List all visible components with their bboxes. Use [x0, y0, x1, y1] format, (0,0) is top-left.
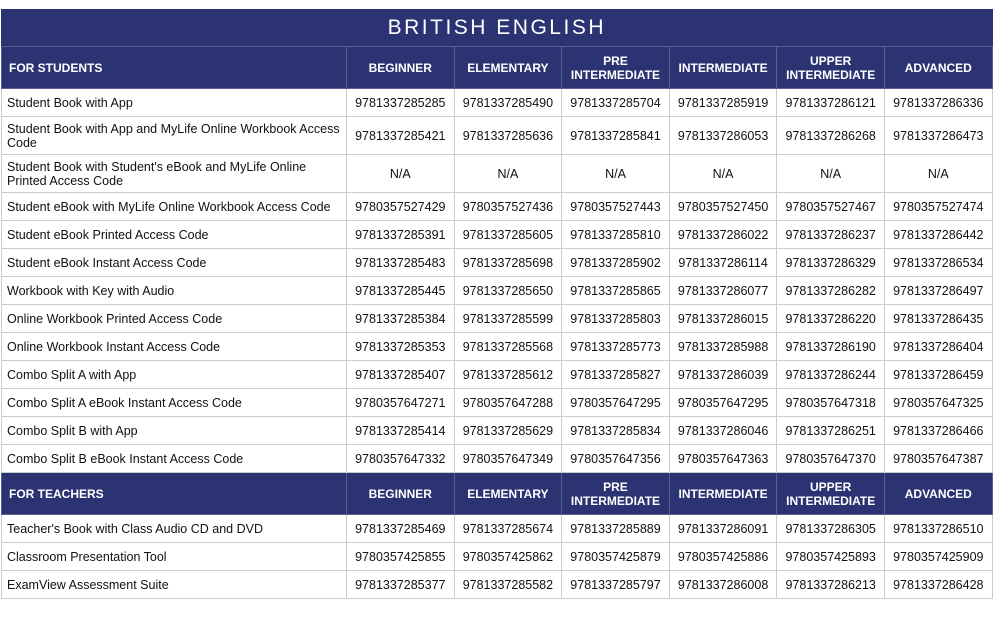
table-row	[2, 361, 993, 389]
product-name: Workbook with Key with Audio	[2, 277, 347, 305]
teachers-header-row	[2, 473, 993, 515]
isbn-cell: 9780357647363	[669, 445, 777, 473]
isbn-cell: 9780357527467	[777, 193, 885, 221]
isbn-cell: 9780357425879	[562, 543, 670, 571]
isbn-cell: N/A	[454, 155, 562, 193]
isbn-cell: 9780357425855	[347, 543, 455, 571]
product-name: Student eBook Instant Access Code	[2, 249, 347, 277]
table-row	[2, 221, 993, 249]
isbn-cell: 9781337285797	[562, 571, 670, 599]
isbn-cell: 9781337285605	[454, 221, 562, 249]
isbn-cell: 9781337285827	[562, 361, 670, 389]
isbn-cell: 9781337286336	[884, 89, 992, 117]
table-row	[2, 89, 993, 117]
isbn-cell: 9781337286329	[777, 249, 885, 277]
isbn-cell: 9781337285704	[562, 89, 670, 117]
isbn-cell: 9781337286053	[669, 117, 777, 155]
isbn-table	[1, 9, 993, 599]
isbn-cell: 9781337285391	[347, 221, 455, 249]
isbn-cell: 9780357527429	[347, 193, 455, 221]
isbn-cell: 9781337286114	[669, 249, 777, 277]
isbn-cell: 9781337286510	[884, 515, 992, 543]
isbn-table-container	[1, 9, 992, 599]
level-header: PRE INTERMEDIATE	[562, 473, 670, 515]
teachers-section-heading: FOR TEACHERS	[2, 473, 347, 515]
isbn-cell: 9781337285629	[454, 417, 562, 445]
level-header: UPPER INTERMEDIATE	[777, 47, 885, 89]
isbn-cell: 9781337285285	[347, 89, 455, 117]
table-row	[2, 155, 993, 193]
isbn-cell: 9781337286091	[669, 515, 777, 543]
table-title: BRITISH ENGLISH	[2, 10, 993, 47]
isbn-cell: 9781337286046	[669, 417, 777, 445]
isbn-cell: 9781337286251	[777, 417, 885, 445]
isbn-cell: 9781337286022	[669, 221, 777, 249]
product-name: Teacher's Book with Class Audio CD and DVD	[2, 515, 347, 543]
isbn-cell: 9780357425909	[884, 543, 992, 571]
isbn-cell: N/A	[562, 155, 670, 193]
isbn-cell: 9781337285568	[454, 333, 562, 361]
isbn-cell: 9781337286268	[777, 117, 885, 155]
product-name: Combo Split B with App	[2, 417, 347, 445]
isbn-cell: 9781337286039	[669, 361, 777, 389]
table-row	[2, 571, 993, 599]
table-row	[2, 333, 993, 361]
isbn-cell: 9781337285445	[347, 277, 455, 305]
level-header: PRE INTERMEDIATE	[562, 47, 670, 89]
isbn-cell: 9781337285414	[347, 417, 455, 445]
isbn-cell: 9781337285919	[669, 89, 777, 117]
table-row	[2, 417, 993, 445]
isbn-cell: 9780357647271	[347, 389, 455, 417]
isbn-cell: 9781337286237	[777, 221, 885, 249]
isbn-cell: 9781337285384	[347, 305, 455, 333]
product-name: Combo Split A eBook Instant Access Code	[2, 389, 347, 417]
product-name: ExamView Assessment Suite	[2, 571, 347, 599]
isbn-cell: 9780357647332	[347, 445, 455, 473]
product-name: Online Workbook Printed Access Code	[2, 305, 347, 333]
isbn-cell: 9781337286213	[777, 571, 885, 599]
table-row	[2, 249, 993, 277]
table-title-row	[2, 10, 993, 47]
isbn-cell: 9781337285674	[454, 515, 562, 543]
isbn-cell: N/A	[777, 155, 885, 193]
level-header: BEGINNER	[347, 47, 455, 89]
isbn-cell: 9781337286077	[669, 277, 777, 305]
isbn-cell: 9780357647356	[562, 445, 670, 473]
isbn-cell: 9781337285803	[562, 305, 670, 333]
isbn-cell: 9781337285841	[562, 117, 670, 155]
isbn-cell: 9781337285698	[454, 249, 562, 277]
isbn-cell: 9781337286244	[777, 361, 885, 389]
level-header: ADVANCED	[884, 473, 992, 515]
isbn-cell: 9781337285407	[347, 361, 455, 389]
table-row	[2, 543, 993, 571]
isbn-cell: 9780357425886	[669, 543, 777, 571]
table-row	[2, 117, 993, 155]
isbn-cell: 9781337285889	[562, 515, 670, 543]
isbn-cell: 9780357647288	[454, 389, 562, 417]
level-header: UPPER INTERMEDIATE	[777, 473, 885, 515]
isbn-cell: 9781337285469	[347, 515, 455, 543]
table-row	[2, 445, 993, 473]
isbn-cell: 9781337286473	[884, 117, 992, 155]
isbn-cell: 9781337286435	[884, 305, 992, 333]
table-row	[2, 305, 993, 333]
students-section-heading: FOR STUDENTS	[2, 47, 347, 89]
isbn-cell: 9780357425862	[454, 543, 562, 571]
isbn-cell: 9781337286404	[884, 333, 992, 361]
product-name: Combo Split A with App	[2, 361, 347, 389]
isbn-cell: 9781337285612	[454, 361, 562, 389]
isbn-cell: 9781337285582	[454, 571, 562, 599]
table-row	[2, 389, 993, 417]
isbn-cell: 9780357425893	[777, 543, 885, 571]
table-row	[2, 277, 993, 305]
level-header: INTERMEDIATE	[669, 47, 777, 89]
isbn-cell: 9780357647387	[884, 445, 992, 473]
isbn-cell: 9781337285377	[347, 571, 455, 599]
isbn-cell: 9781337286428	[884, 571, 992, 599]
isbn-cell: 9781337285865	[562, 277, 670, 305]
level-header: ADVANCED	[884, 47, 992, 89]
isbn-cell: 9780357647295	[562, 389, 670, 417]
table-row	[2, 515, 993, 543]
isbn-cell: 9780357647318	[777, 389, 885, 417]
isbn-cell: 9780357527436	[454, 193, 562, 221]
students-header-row	[2, 47, 993, 89]
isbn-cell: 9780357647325	[884, 389, 992, 417]
isbn-cell: 9781337286190	[777, 333, 885, 361]
isbn-cell: 9781337286466	[884, 417, 992, 445]
level-header: BEGINNER	[347, 473, 455, 515]
isbn-cell: 9780357647295	[669, 389, 777, 417]
level-header: ELEMENTARY	[454, 473, 562, 515]
isbn-cell: 9781337286459	[884, 361, 992, 389]
isbn-cell: N/A	[669, 155, 777, 193]
isbn-cell: 9781337286497	[884, 277, 992, 305]
isbn-cell: 9781337285490	[454, 89, 562, 117]
isbn-cell: 9781337285636	[454, 117, 562, 155]
isbn-cell: 9780357647370	[777, 445, 885, 473]
product-name: Student Book with App	[2, 89, 347, 117]
isbn-cell: 9781337285773	[562, 333, 670, 361]
isbn-cell: 9780357527474	[884, 193, 992, 221]
product-name: Student Book with Student's eBook and MyLife Online Printed Access Code	[2, 155, 347, 193]
isbn-cell: 9781337285834	[562, 417, 670, 445]
isbn-cell: 9781337285902	[562, 249, 670, 277]
level-header: INTERMEDIATE	[669, 473, 777, 515]
isbn-cell: 9780357527450	[669, 193, 777, 221]
product-name: Student eBook Printed Access Code	[2, 221, 347, 249]
product-name: Combo Split B eBook Instant Access Code	[2, 445, 347, 473]
isbn-cell: 9781337286534	[884, 249, 992, 277]
isbn-cell: N/A	[884, 155, 992, 193]
product-name: Online Workbook Instant Access Code	[2, 333, 347, 361]
isbn-cell: 9781337286220	[777, 305, 885, 333]
isbn-cell: 9781337286015	[669, 305, 777, 333]
isbn-cell: 9781337286121	[777, 89, 885, 117]
product-name: Student Book with App and MyLife Online Workbook Access Code	[2, 117, 347, 155]
isbn-cell: 9781337286305	[777, 515, 885, 543]
product-name: Classroom Presentation Tool	[2, 543, 347, 571]
level-header: ELEMENTARY	[454, 47, 562, 89]
isbn-cell: 9781337285650	[454, 277, 562, 305]
isbn-cell: 9781337286442	[884, 221, 992, 249]
isbn-cell: 9781337285483	[347, 249, 455, 277]
product-name: Student eBook with MyLife Online Workbook Access Code	[2, 193, 347, 221]
isbn-cell: 9781337285599	[454, 305, 562, 333]
isbn-cell: 9780357527443	[562, 193, 670, 221]
isbn-cell: 9781337285810	[562, 221, 670, 249]
isbn-cell: 9780357647349	[454, 445, 562, 473]
isbn-cell: 9781337286008	[669, 571, 777, 599]
isbn-cell: 9781337285988	[669, 333, 777, 361]
isbn-cell: 9781337285353	[347, 333, 455, 361]
table-row	[2, 193, 993, 221]
isbn-cell: 9781337286282	[777, 277, 885, 305]
isbn-cell: 9781337285421	[347, 117, 455, 155]
isbn-cell: N/A	[347, 155, 455, 193]
